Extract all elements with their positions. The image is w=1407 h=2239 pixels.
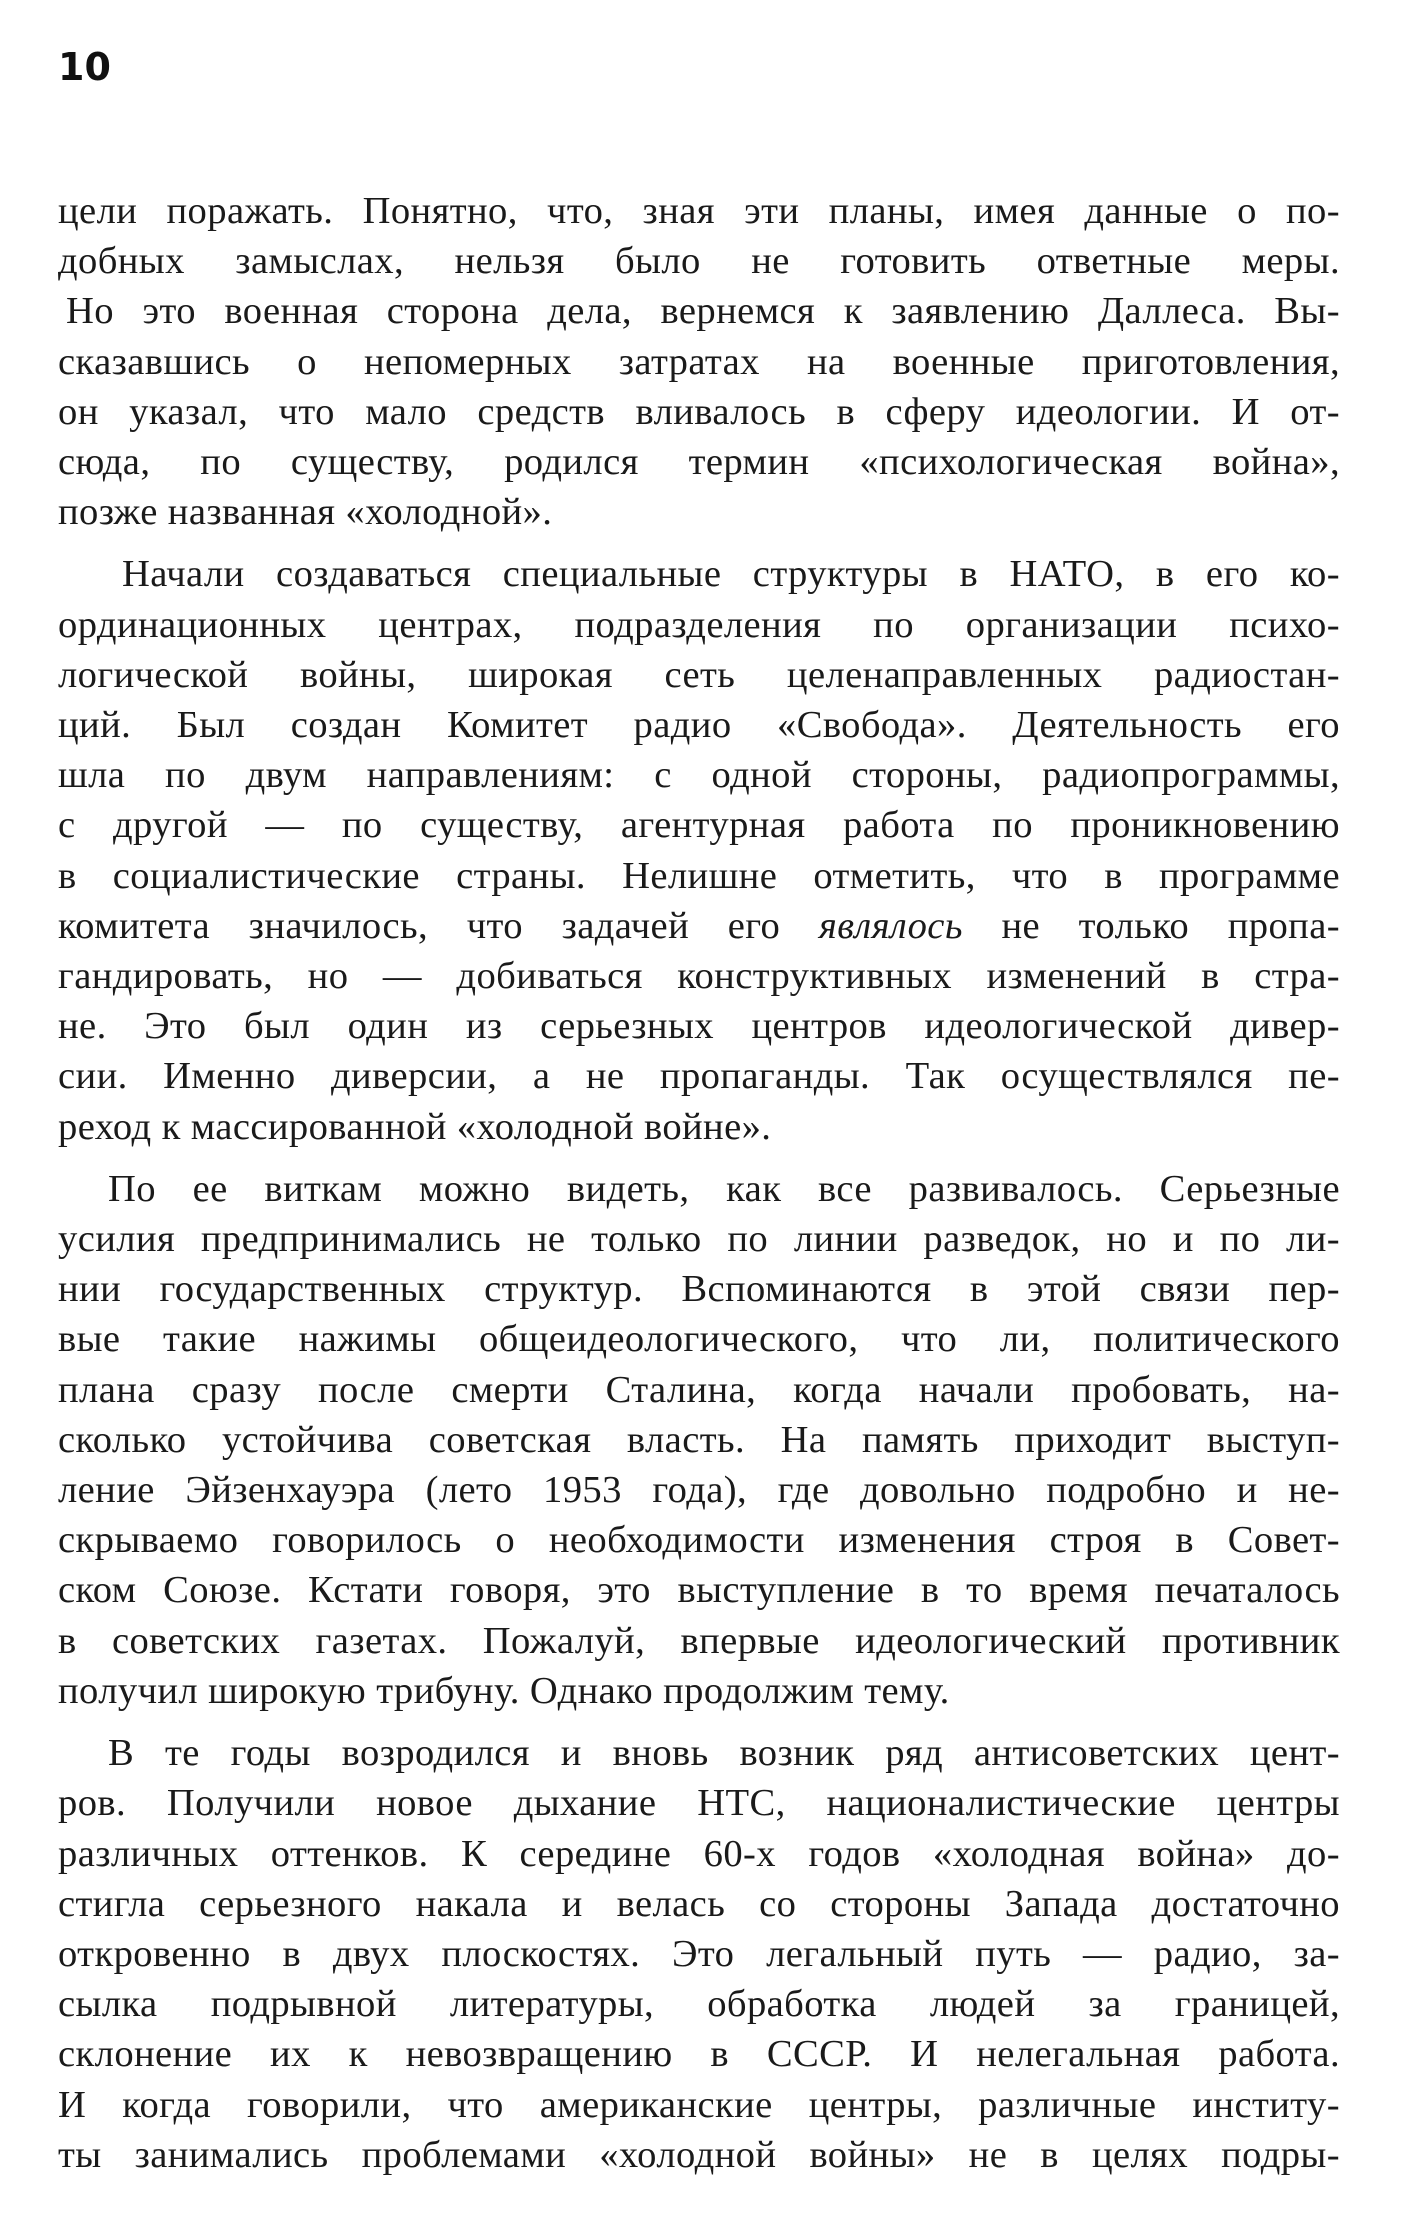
text-line-with-italic [58, 901, 1340, 951]
text-line: с другой — по существу, агентурная работа по проникновению [58, 804, 1340, 847]
text-line: скрываемо говорилось о необходимости изменения строя в Совет- [58, 1519, 1340, 1562]
text-line: нии государственных структур. Вспоминаются в этой связи пер- [58, 1268, 1340, 1311]
text-line: вые такие нажимы общеидеологического, что ли, политического [58, 1318, 1340, 1361]
text-line: плана сразу после смерти Сталина, когда начали пробовать, на- [58, 1368, 1340, 1411]
text-line: шла по двум направлениям: с одной стороны, радиопрограммы, [58, 754, 1340, 797]
text-line: сколько устойчива советская власть. На память приходит выступ- [58, 1418, 1340, 1461]
text-line: в социалистические страны. Нелишне отметить, что в программе [58, 854, 1340, 897]
text-line: логической войны, широкая сеть целенаправленных радиостан- [58, 653, 1340, 696]
text-line: склонение их к невозвращению в СССР. И нелегальная работа. [58, 2033, 1340, 2076]
text-line: гандировать, но — добиваться конструктивных изменений в стра- [58, 955, 1340, 998]
text-line: в советских газетах. Пожалуй, впервые идеологический противник [58, 1619, 1340, 1662]
text-line: усилия предпринимались не только по линии разведок, но и по ли- [58, 1218, 1340, 1261]
text-line: сылка подрывной литературы, обработка людей за границей, [58, 1983, 1340, 2026]
text-line: Но это военная сторона дела, вернемся к заявлению Даллеса. Вы- [66, 290, 1340, 333]
text-line: ров. Получили новое дыхание НТС, националистические центры [58, 1782, 1340, 1825]
paragraph-1 [58, 186, 1340, 537]
text-line: откровенно в двух плоскостях. Это легальный путь — радио, за- [58, 1932, 1340, 1975]
text-line: В те годы возродился и вновь возник ряд антисоветских цент- [108, 1732, 1340, 1775]
text-line: не. Это был один из серьезных центров идеологической дивер- [58, 1005, 1340, 1048]
body-text [58, 186, 1340, 2180]
text-line: добных замыслах, нельзя было не готовить ответные меры. [58, 240, 1340, 283]
paragraph-4 [58, 1728, 1340, 2180]
text-line: сии. Именно диверсии, а не пропаганды. Так осуществлялся пе- [58, 1055, 1340, 1098]
text-line: ты занимались проблемами «холодной войны» не в целях подры- [58, 2133, 1340, 2176]
text-line: сказавшись о непомерных затратах на военные приготовления, [58, 340, 1340, 383]
text-line: ском Союзе. Кстати говоря, это выступление в то время печаталось [58, 1569, 1340, 1612]
paragraph-2 [58, 549, 1340, 1151]
text-line: различных оттенков. К середине 60-х годов «холодная война» до- [58, 1832, 1340, 1875]
text-line: он указал, что мало средств вливалось в сферу идеологии. И от- [58, 390, 1340, 433]
text-line: Начали создаваться специальные структуры в НАТО, в его ко- [122, 553, 1340, 596]
text-line: реход к массированной «холодной войне». [58, 1105, 772, 1148]
italic-word: являлось [818, 904, 963, 947]
paragraph-3 [58, 1164, 1340, 1716]
page-number: 10 [58, 45, 111, 89]
text-fragment: не только пропа- [962, 904, 1340, 947]
text-fragment: комитета значилось, что задачей его [58, 904, 819, 947]
text-line: ций. Был создан Комитет радио «Свобода». Деятельность его [58, 704, 1340, 747]
text-line: стигла серьезного накала и велась со стороны Запада достаточно [58, 1882, 1340, 1925]
text-line: цели поражать. Понятно, что, зная эти планы, имея данные о по- [58, 190, 1340, 232]
text-line: ординационных центрах, подразделения по организации психо- [58, 603, 1340, 646]
text-line: позже названная «холодной». [58, 491, 553, 534]
text-line: сюда, по существу, родился термин «психологическая война», [58, 441, 1340, 484]
text-line: ление Эйзенхауэра (лето 1953 года), где довольно подробно и не- [58, 1469, 1340, 1512]
text-line: По ее виткам можно видеть, как все развивалось. Серьезные [108, 1167, 1340, 1210]
text-line: И когда говорили, что американские центры, различные институ- [58, 2083, 1340, 2126]
text-line: получил широкую трибуну. Однако продолжим тему. [58, 1669, 950, 1712]
